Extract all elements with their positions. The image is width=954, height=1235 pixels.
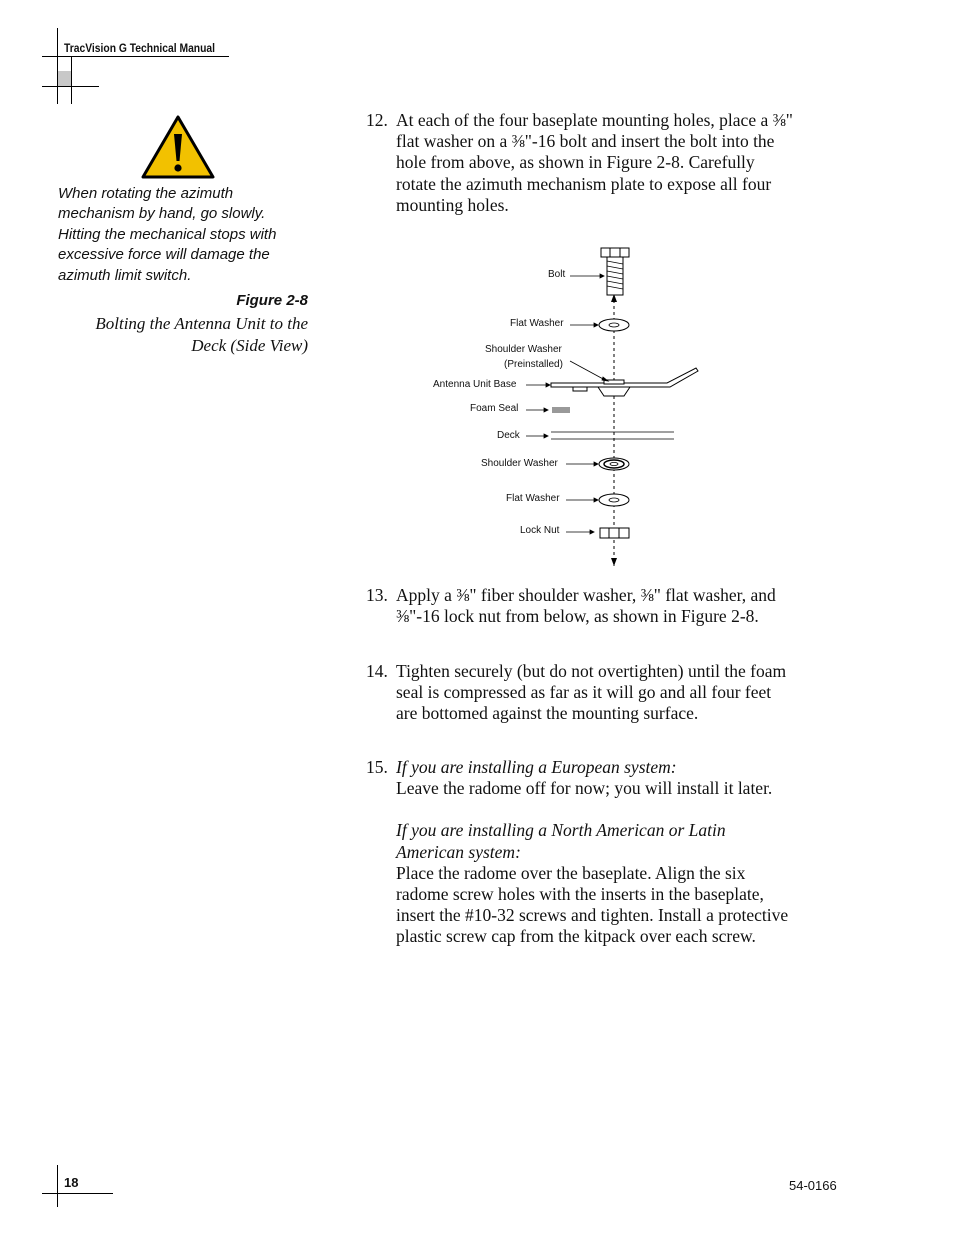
label-deck: Deck (497, 430, 520, 441)
label-antenna-base: Antenna Unit Base (433, 379, 517, 390)
footer-rule (42, 1193, 113, 1194)
label-lock-nut: Lock Nut (520, 525, 560, 536)
header-title: TracVision G Technical Manual (64, 41, 216, 55)
label-shoulder-washer: Shoulder Washer (481, 458, 558, 469)
north-american-heading: If you are installing a North American or Latin American system: (396, 820, 726, 862)
label-flat-washer-top: Flat Washer (510, 318, 564, 329)
step-12 (366, 110, 796, 216)
lock-nut-shape (600, 528, 629, 538)
north-american-text: Place the radome over the baseplate. Align the six radome screw holes with the inserts in the baseplate, insert the #10-32 screws and tighten. Install a protective plastic screw cap from the kitpack over each screw. (396, 862, 789, 947)
document-number: 54-0166 (789, 1178, 837, 1193)
page-number: 18 (64, 1175, 79, 1190)
warning-icon (140, 114, 216, 180)
european-text: Leave the radome off for now; you will install it later. (396, 778, 773, 799)
figure-label: Figure 2-8 (236, 292, 308, 309)
step-13 (366, 585, 796, 627)
european-heading: If you are installing a European system: (396, 757, 677, 777)
leader-shoulder-washer-pre (570, 361, 605, 380)
label-bolt: Bolt (548, 269, 566, 280)
bolting-diagram (420, 240, 720, 570)
crop-mark-vertical (57, 28, 58, 104)
footer-crop-mark (57, 1165, 58, 1207)
step-number: 14. (366, 661, 388, 681)
step-number: 15. (366, 757, 388, 777)
crop-mark-vertical-2 (71, 57, 72, 104)
label-flat-washer-bottom: Flat Washer (506, 493, 560, 504)
step-number: 12. (366, 110, 388, 130)
step-text: Tighten securely (but do not overtighten) until the foam seal is compressed as far as it will go and all four feet are bottomed against the mounting surface. (396, 661, 787, 724)
label-shoulder-washer-pre: Shoulder Washer (485, 344, 562, 355)
step-text: Apply a ⅜" fiber shoulder washer, ⅜" flat washer, and ⅜"-16 lock nut from below, as shown in Figure 2-8. (396, 585, 776, 627)
crop-mark-box (58, 71, 71, 86)
step-15 (366, 757, 796, 948)
step-14 (366, 661, 796, 725)
label-preinstalled: (Preinstalled) (504, 359, 563, 370)
foam-seal-shape (552, 407, 570, 413)
label-foam-seal: Foam Seal (470, 403, 519, 414)
step-text: At each of the four baseplate mounting holes, place a ⅜" flat washer on a ⅜"-16 bolt and insert the bolt into the hole from above, as shown in Figure 2-8. Carefully rotate the azimuth mechanism plate to expose all four mounting holes. (396, 110, 793, 215)
step-number: 13. (366, 585, 388, 605)
arrow-down (611, 558, 617, 566)
bolt-shape (601, 248, 629, 295)
figure-caption: Bolting the Antenna Unit to the Deck (Side View) (95, 314, 308, 355)
antenna-base-shape (551, 368, 698, 396)
caution-text: When rotating the azimuth mechanism by hand, go slowly. Hitting the mechanical stops with excessive force will damage the azimuth limit switch. (58, 185, 277, 284)
